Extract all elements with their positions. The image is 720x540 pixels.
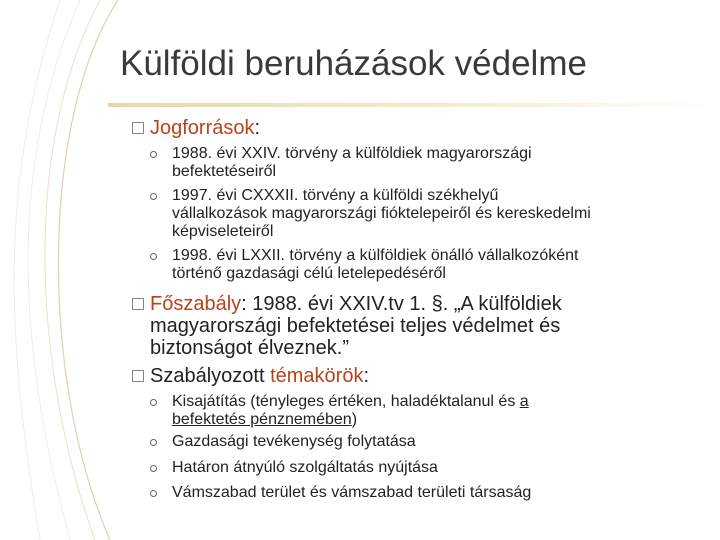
subitem-line: Vámszabad terület és vámszabad területi társaság: [172, 484, 532, 501]
ring-bullet-icon: [150, 490, 157, 497]
subitem-line: 1988. évi XXIV. törvény a külföldiek magyarországi: [172, 145, 532, 162]
bullet-keyword: Főszabály: [150, 293, 242, 315]
subitem-line: vállalkozások magyarországi fióktelepeiről és kereskedelmi: [172, 205, 591, 222]
title-divider: [108, 103, 720, 107]
bullet-jogforrasok: [150, 118, 260, 139]
subitem-line: befektetéseiről: [172, 163, 277, 180]
ring-bullet-icon: [150, 253, 157, 260]
square-bullet-icon: [132, 122, 144, 134]
subitem-line: Határon átnyúló szolgáltatás nyújtása: [172, 459, 438, 476]
ring-bullet-icon: [150, 193, 157, 200]
subitem-line: Gazdasági tevékenység folytatása: [172, 433, 416, 450]
bullet-keyword: témakörök: [270, 365, 364, 387]
subitem-line: Kisajátítás (tényleges értéken, haladéktalanul és a: [172, 393, 529, 410]
subitem-line: 1998. évi LXXII. törvény a külföldiek önálló vállalkozóként: [172, 247, 579, 264]
subitem-line: 1997. évi CXXXII. törvény a külföldi székhelyű: [172, 187, 499, 204]
bullet-continuation: biztonságot élveznek.”: [150, 337, 350, 359]
ring-bullet-icon: [150, 399, 157, 406]
bullet-suffix: :: [254, 117, 261, 139]
square-bullet-icon: [132, 370, 144, 382]
bullet-keyword: Jogforrások: [150, 117, 255, 139]
bullet-continuation: magyarországi befektetései teljes védelmet és: [150, 315, 561, 337]
square-bullet-icon: [132, 298, 144, 310]
ring-bullet-icon: [150, 439, 157, 446]
subitem-line: képviseleteiről: [172, 223, 274, 240]
bullet-temakorok: Szabályozott témakörök:: [150, 365, 370, 387]
subitem-line: történő gazdasági célú letelepedéséről: [172, 265, 446, 282]
ring-bullet-icon: [150, 151, 157, 158]
ring-bullet-icon: [150, 465, 157, 472]
slide-title: Külföldi beruházások védelme: [120, 44, 587, 83]
bullet-foszabaly: Főszabály: 1988. évi XXIV.tv 1. §. „A külföldiek: [150, 293, 562, 315]
decorative-curves: [0, 0, 120, 540]
subitem-line: befektetés pénznemében): [172, 411, 358, 428]
